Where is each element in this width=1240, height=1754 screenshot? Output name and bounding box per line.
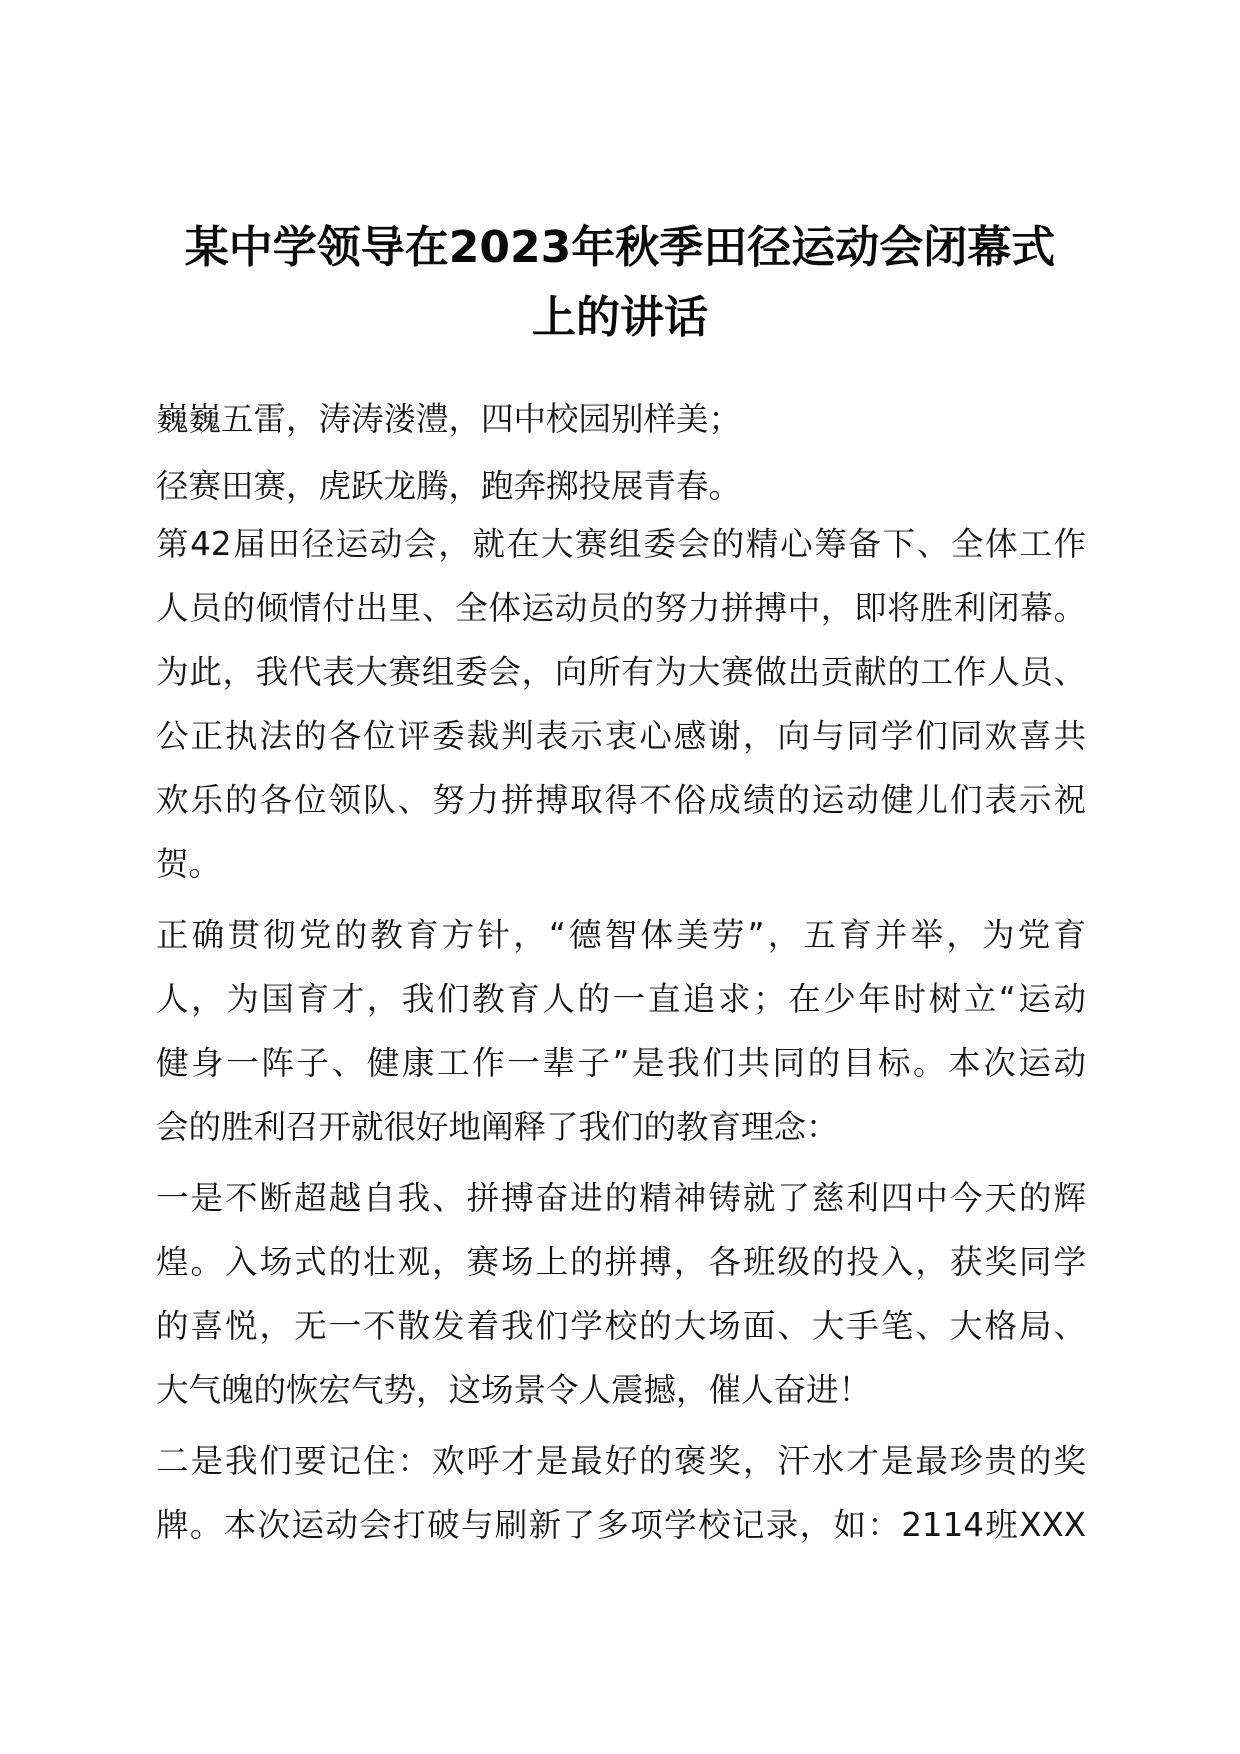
body-line: 的喜悦，无一不散发着我们学校的大场面、大手笔、大格局、 <box>156 1307 1086 1345</box>
body-line: 会的胜利召开就很好地阐释了我们的教育理念： <box>156 1108 839 1146</box>
body-line: 巍巍五雷，涛涛溇澧，四中校园别样美； <box>156 400 742 438</box>
body-line: 一是不断超越自我、拼搏奋进的精神铸就了慈利四中今天的辉 <box>156 1179 1086 1217</box>
body-line: 欢乐的各位领队、努力拼搏取得不俗成绩的运动健儿们表示祝 <box>156 781 1086 819</box>
document-title-line-2: 上的讲话 <box>532 292 708 343</box>
body-line: 人员的倾情付出里、全体运动员的努力拼搏中，即将胜利闭幕。 <box>156 589 1086 627</box>
body-line: 贺。 <box>156 845 222 883</box>
body-line: 为此，我代表大赛组委会，向所有为大赛做出贡献的工作人员、 <box>156 653 1086 691</box>
body-line: 第42届田径运动会，就在大赛组委会的精心筹备下、全体工作 <box>156 525 1086 563</box>
body-line: 牌。本次运动会打破与刷新了多项学校记录，如：2114班XXX <box>156 1506 1086 1544</box>
body-line: 二是我们要记住：欢呼才是最好的褒奖，汗水才是最珍贵的奖 <box>156 1442 1086 1480</box>
body-line: 健身一阵子、健康工作一辈子”是我们共同的目标。本次运动 <box>156 1044 1086 1082</box>
body-line: 正确贯彻党的教育方针，“德智体美劳”，五育并举，为党育 <box>156 916 1086 954</box>
body-line: 径赛田赛，虎跃龙腾，跑奔掷投展青春。 <box>156 467 742 505</box>
body-line: 大气魄的恢宏气势，这场景令人震撼，催人奋进！ <box>156 1371 872 1409</box>
body-line: 煌。入场式的壮观，赛场上的拼搏，各班级的投入，获奖同学 <box>156 1243 1086 1281</box>
body-line: 人，为国育才，我们教育人的一直追求；在少年时树立“运动 <box>156 980 1086 1018</box>
document-title-line-1: 某中学领导在2023年秋季田径运动会闭幕式 <box>184 222 1056 273</box>
body-line: 公正执法的各位评委裁判表示衷心感谢，向与同学们同欢喜共 <box>156 717 1086 755</box>
